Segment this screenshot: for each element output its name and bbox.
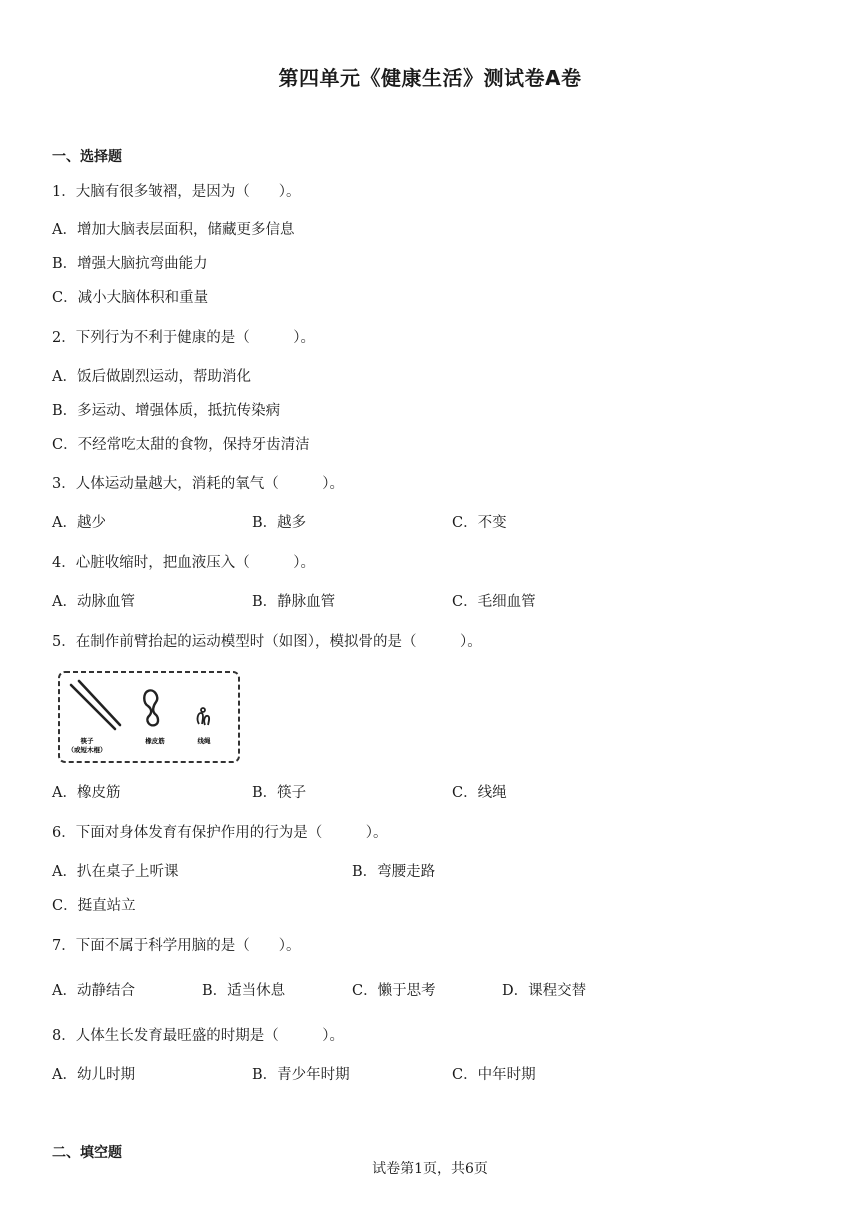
q2-option-b: B．多运动、增强体质，抵抗传染病: [52, 403, 281, 419]
question-7: 7．下面不属于科学用脑的是（ ）。: [52, 938, 301, 954]
q1-option-b: B．增强大脑抗弯曲能力: [52, 256, 208, 272]
chopsticks-icon: [71, 681, 120, 729]
question-5: 5．在制作前臂抬起的运动模型时（如图），模拟骨的是（ ）。: [52, 634, 482, 650]
q8-option-c: C．中年时期: [452, 1067, 536, 1083]
q3-option-c: C．不变: [452, 515, 507, 531]
question-3: 3．人体运动量越大，消耗的氧气（ ）。: [52, 476, 344, 492]
q3-option-a: A．越少: [52, 515, 106, 531]
q6-option-b: B．弯腰走路: [352, 864, 436, 880]
q5-option-b: B．筷子: [252, 785, 307, 801]
q1-option-a: A．增加大脑表层面积，储藏更多信息: [52, 222, 295, 238]
rubber-band-icon: [144, 690, 158, 725]
label-string: 线绳: [197, 737, 211, 745]
q2-option-c: C．不经常吃太甜的食物，保持牙齿清洁: [52, 437, 310, 453]
q1-option-c: C．减小大脑体积和重量: [52, 290, 209, 306]
q5-option-a: A．橡皮筋: [52, 785, 121, 801]
label-chopsticks: 筷子: [80, 737, 94, 745]
q6-option-a: A．扒在桌子上听课: [52, 864, 179, 880]
q7-option-a: A．动静结合: [52, 983, 135, 999]
q8-option-a: A．幼儿时期: [52, 1067, 135, 1083]
section-heading-choice: 一、选择题: [52, 149, 122, 165]
q7-option-c: C．懒于思考: [352, 983, 436, 999]
q5-option-c: C．线绳: [452, 785, 507, 801]
q7-option-d: D．课程交替: [502, 983, 587, 999]
q2-option-a: A．饭后做剧烈运动，帮助消化: [52, 369, 251, 385]
question-8: 8．人体生长发育最旺盛的时期是（ ）。: [52, 1028, 344, 1044]
q8-option-b: B．青少年时期: [252, 1067, 350, 1083]
q4-option-a: A．动脉血管: [52, 594, 135, 610]
page-title: 第四单元《健康生活》测试卷A卷: [278, 66, 582, 90]
q6-option-c: C．挺直站立: [52, 898, 136, 914]
q4-option-b: B．静脉血管: [252, 594, 336, 610]
forearm-model-figure: [57, 669, 241, 765]
q3-option-b: B．越多: [252, 515, 307, 531]
string-icon: [198, 708, 210, 725]
page-footer: 试卷第1页，共6页: [372, 1161, 488, 1177]
q7-option-b: B．适当休息: [202, 983, 286, 999]
question-2: 2．下列行为不利于健康的是（ ）。: [52, 330, 315, 346]
label-chopsticks-sub: （或短木棍）: [67, 746, 107, 754]
label-rubber-band: 橡皮筋: [145, 737, 165, 745]
q4-option-c: C．毛细血管: [452, 594, 536, 610]
question-1: 1．大脑有很多皱褶，是因为（ ）。: [52, 184, 301, 200]
section-heading-fill: 二、填空题: [52, 1145, 122, 1161]
question-4: 4．心脏收缩时，把血液压入（ ）。: [52, 555, 315, 571]
question-6: 6．下面对身体发育有保护作用的行为是（ ）。: [52, 825, 388, 841]
